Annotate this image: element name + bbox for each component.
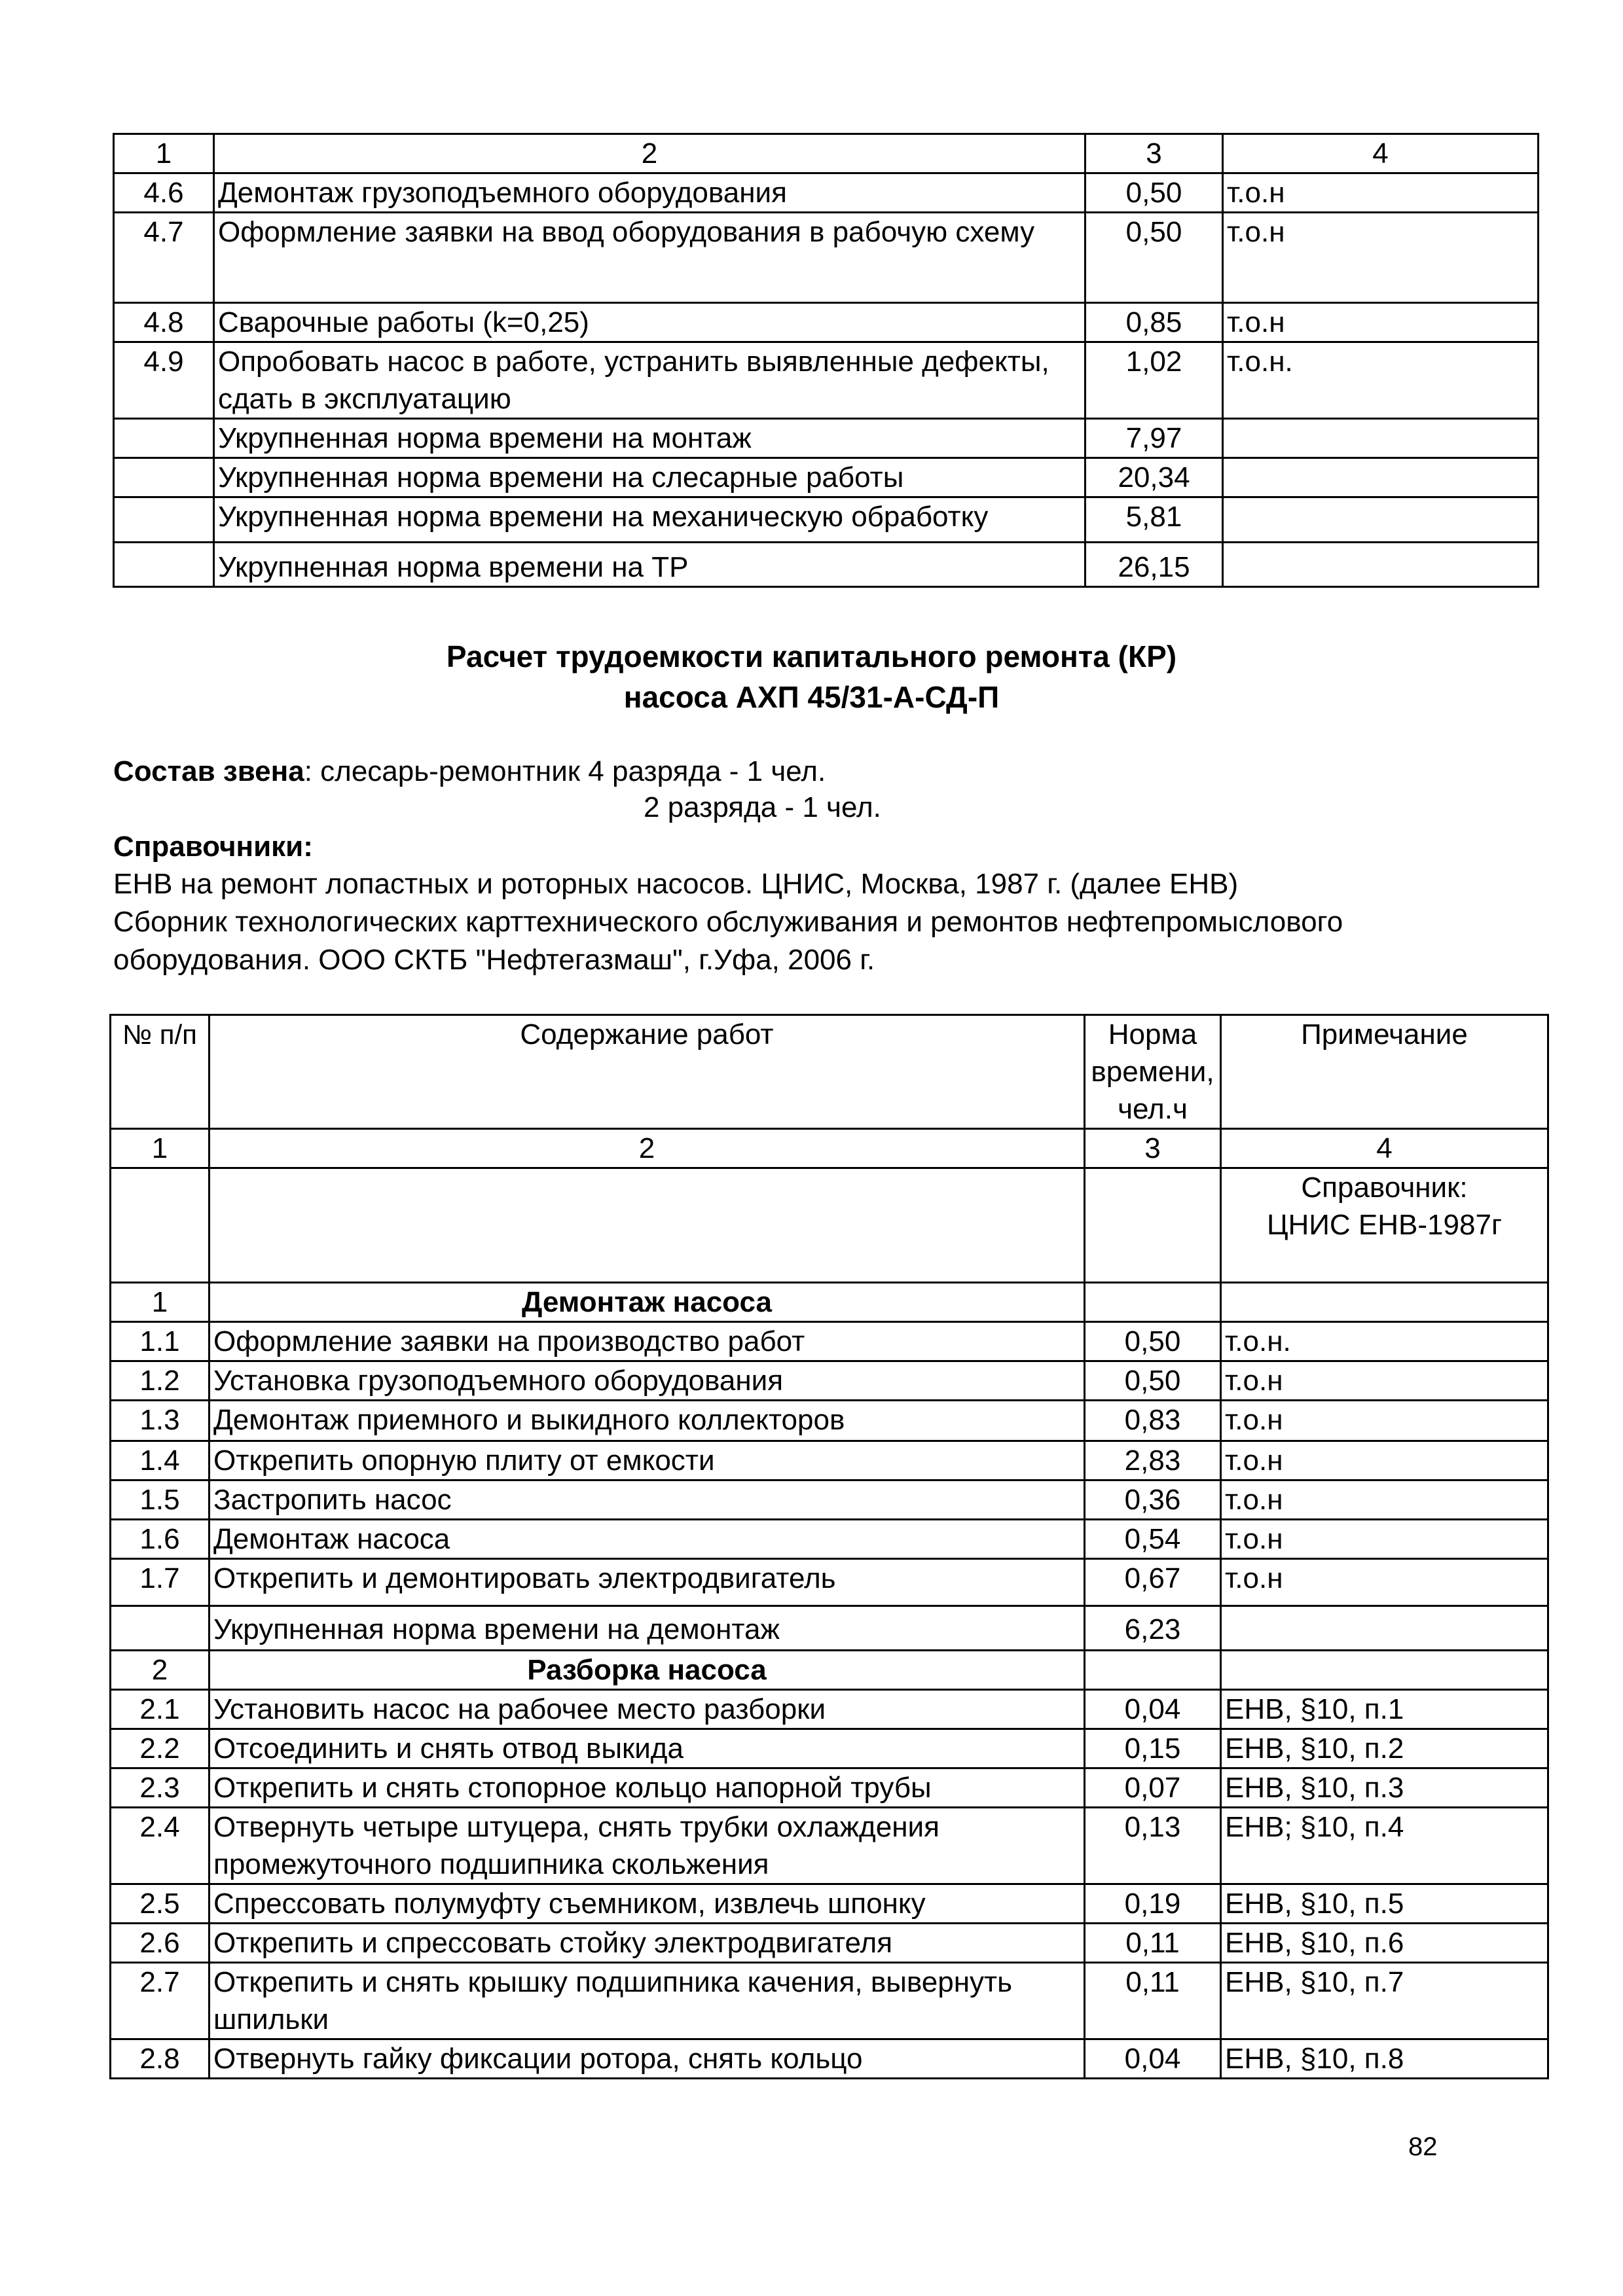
row-norm: 0,50 bbox=[1085, 173, 1223, 213]
table-row bbox=[111, 1559, 1548, 1606]
row-work: Отсоединить и снять отвод выкида bbox=[210, 1729, 1085, 1768]
row-note: т.о.н bbox=[1221, 1480, 1548, 1520]
row-work: Демонтаж насоса bbox=[210, 1520, 1085, 1559]
row-norm: 0,11 bbox=[1085, 1924, 1221, 1963]
row-norm: 1,02 bbox=[1085, 342, 1223, 419]
table-row bbox=[111, 1441, 1548, 1480]
row-note: т.о.н bbox=[1223, 303, 1539, 342]
row-note: т.о.н bbox=[1221, 1441, 1548, 1480]
row-note bbox=[1223, 543, 1539, 587]
table-row bbox=[111, 1884, 1548, 1924]
row-norm: 0,83 bbox=[1085, 1401, 1221, 1441]
table-row bbox=[114, 213, 1539, 303]
summary-row bbox=[114, 419, 1539, 458]
row-work: Укрупненная норма времени на ТР bbox=[214, 543, 1085, 587]
reference-line-2: Сборник технологических карттехнического обслуживания и ремонтов нефтепромыслового bbox=[113, 906, 1343, 938]
row-work: Застропить насос bbox=[210, 1480, 1085, 1520]
row-note: т.о.н bbox=[1221, 1361, 1548, 1401]
row-work: Оформление заявки на производство работ bbox=[210, 1322, 1085, 1361]
row-num bbox=[114, 458, 214, 497]
table-column-numbers-row bbox=[114, 134, 1539, 173]
section-header-row bbox=[111, 1283, 1548, 1322]
row-note: т.о.н. bbox=[1221, 1322, 1548, 1361]
col-number-4: 4 bbox=[1221, 1129, 1548, 1168]
row-norm: 0,36 bbox=[1085, 1480, 1221, 1520]
row-note: ЕНВ; §10, п.4 bbox=[1221, 1808, 1548, 1884]
row-note: т.о.н bbox=[1223, 173, 1539, 213]
row-work: Сварочные работы (k=0,25) bbox=[214, 303, 1085, 342]
row-num: 1.1 bbox=[111, 1322, 210, 1361]
col-number-1: 1 bbox=[114, 134, 214, 173]
table-row bbox=[111, 1924, 1548, 1963]
section-header-row bbox=[111, 1651, 1548, 1690]
table-row bbox=[111, 1322, 1548, 1361]
row-note: ЕНВ, §10, п.7 bbox=[1221, 1963, 1548, 2039]
row-work: Открепить и спрессовать стойку электродвигателя bbox=[210, 1924, 1085, 1963]
row-work: Укрупненная норма времени на слесарные работы bbox=[214, 458, 1085, 497]
row-work: Укрупненная норма времени на монтаж bbox=[214, 419, 1085, 458]
table-row bbox=[111, 1729, 1548, 1768]
table-row bbox=[111, 1480, 1548, 1520]
section-num: 2 bbox=[111, 1651, 210, 1690]
row-num: 4.9 bbox=[114, 342, 214, 419]
row-note: т.о.н bbox=[1221, 1559, 1548, 1606]
row-norm: 0,50 bbox=[1085, 213, 1223, 303]
row-norm: 0,11 bbox=[1085, 1963, 1221, 2039]
row-work: Установка грузоподъемного оборудования bbox=[210, 1361, 1085, 1401]
row-note: ЕНВ, §10, п.1 bbox=[1221, 1690, 1548, 1729]
row-norm: 0,50 bbox=[1085, 1361, 1221, 1401]
row-norm: 26,15 bbox=[1085, 543, 1223, 587]
row-norm: 0,19 bbox=[1085, 1884, 1221, 1924]
row-num: 2.1 bbox=[111, 1690, 210, 1729]
row-work: Отвернуть гайку фиксации ротора, снять кольцо bbox=[210, 2039, 1085, 2079]
section-subtitle: насоса АХП 45/31-А-СД-П bbox=[623, 680, 1000, 714]
row-num: 1.3 bbox=[111, 1401, 210, 1441]
crew-value-1: : слесарь-ремонтник 4 разряда - 1 чел. bbox=[304, 755, 826, 787]
row-note: ЕНВ, §10, п.2 bbox=[1221, 1729, 1548, 1768]
row-num: 2.3 bbox=[111, 1768, 210, 1808]
row-note: т.о.н. bbox=[1223, 342, 1539, 419]
row-note: т.о.н bbox=[1221, 1401, 1548, 1441]
row-note: ЕНВ, §10, п.6 bbox=[1221, 1924, 1548, 1963]
table-column-numbers-row bbox=[111, 1129, 1548, 1168]
row-note: ЕНВ, §10, п.8 bbox=[1221, 2039, 1548, 2079]
row-note bbox=[1223, 458, 1539, 497]
section-title: Демонтаж насоса bbox=[210, 1283, 1085, 1322]
reference-line-1: ЕНВ на ремонт лопастных и роторных насосов. ЦНИС, Москва, 1987 г. (далее ЕНВ) bbox=[113, 868, 1239, 900]
row-norm: 0,04 bbox=[1085, 2039, 1221, 2079]
summary-work: Укрупненная норма времени на демонтаж bbox=[210, 1606, 1085, 1651]
col-number-3: 3 bbox=[1085, 1129, 1221, 1168]
row-num: 1.2 bbox=[111, 1361, 210, 1401]
row-num: 2.7 bbox=[111, 1963, 210, 2039]
page-number: 82 bbox=[1408, 2132, 1438, 2161]
top-table-continuation bbox=[113, 133, 1539, 588]
row-work: Открепить и демонтировать электродвигатель bbox=[210, 1559, 1085, 1606]
row-note: т.о.н bbox=[1223, 213, 1539, 303]
table-row bbox=[111, 1361, 1548, 1401]
col-number-1: 1 bbox=[111, 1129, 210, 1168]
summary-row bbox=[114, 497, 1539, 543]
row-norm: 20,34 bbox=[1085, 458, 1223, 497]
table-row bbox=[114, 173, 1539, 213]
row-work: Установить насос на рабочее место разборки bbox=[210, 1690, 1085, 1729]
table-row bbox=[111, 1808, 1548, 1884]
header-num: № п/п bbox=[111, 1015, 210, 1129]
table-row bbox=[111, 1963, 1548, 2039]
row-num: 1.6 bbox=[111, 1520, 210, 1559]
row-num: 1.7 bbox=[111, 1559, 210, 1606]
row-num: 4.6 bbox=[114, 173, 214, 213]
reference-row bbox=[111, 1168, 1548, 1283]
crew-composition-line bbox=[113, 753, 826, 791]
table-row bbox=[111, 1401, 1548, 1441]
header-note: Примечание bbox=[1221, 1015, 1548, 1129]
reference-line-3: оборудования. ООО СКТБ "Нефтегазмаш", г.Уфа, 2006 г. bbox=[113, 944, 875, 976]
row-note: т.о.н bbox=[1221, 1520, 1548, 1559]
row-work: Спрессовать полумуфту съемником, извлечь шпонку bbox=[210, 1884, 1085, 1924]
col-number-3: 3 bbox=[1085, 134, 1223, 173]
table-row bbox=[114, 303, 1539, 342]
header-norm: Норма времени, чел.ч bbox=[1085, 1015, 1221, 1129]
crew-value-2: 2 разряда - 1 чел. bbox=[644, 791, 881, 823]
summary-row bbox=[111, 1606, 1548, 1651]
table-row bbox=[111, 1768, 1548, 1808]
reference-note: Справочник: ЦНИС ЕНВ-1987г bbox=[1221, 1168, 1548, 1283]
section-title: Разборка насоса bbox=[210, 1651, 1085, 1690]
row-work: Отвернуть четыре штуцера, снять трубки охлаждения промежуточного подшипника скольжения bbox=[210, 1808, 1085, 1884]
table-row bbox=[111, 1520, 1548, 1559]
row-num: 2.8 bbox=[111, 2039, 210, 2079]
row-norm: 7,97 bbox=[1085, 419, 1223, 458]
summary-row-total bbox=[114, 543, 1539, 587]
references-label: Справочники: bbox=[113, 831, 313, 863]
row-num bbox=[114, 497, 214, 543]
row-work: Открепить и снять стопорное кольцо напорной трубы bbox=[210, 1768, 1085, 1808]
row-num: 2.4 bbox=[111, 1808, 210, 1884]
row-num bbox=[114, 543, 214, 587]
row-norm: 0,13 bbox=[1085, 1808, 1221, 1884]
section-title: Расчет трудоемкости капитального ремонта (КР) bbox=[446, 639, 1177, 673]
row-work: Демонтаж грузоподъемного оборудования bbox=[214, 173, 1085, 213]
table-row bbox=[114, 342, 1539, 419]
table-row bbox=[111, 1690, 1548, 1729]
row-num: 4.7 bbox=[114, 213, 214, 303]
row-num bbox=[114, 419, 214, 458]
summary-row bbox=[114, 458, 1539, 497]
row-note bbox=[1223, 497, 1539, 543]
row-norm: 0,67 bbox=[1085, 1559, 1221, 1606]
col-number-2: 2 bbox=[210, 1129, 1085, 1168]
header-work: Содержание работ bbox=[210, 1015, 1085, 1129]
table-row bbox=[111, 2039, 1548, 2079]
row-norm: 0,50 bbox=[1085, 1322, 1221, 1361]
row-work: Открепить опорную плиту от емкости bbox=[210, 1441, 1085, 1480]
row-work: Демонтаж приемного и выкидного коллекторов bbox=[210, 1401, 1085, 1441]
row-work: Укрупненная норма времени на механическую обработку bbox=[214, 497, 1085, 543]
labor-intensity-table bbox=[109, 1014, 1549, 2079]
row-work: Оформление заявки на ввод оборудования в рабочую схему bbox=[214, 213, 1085, 303]
row-num: 1.4 bbox=[111, 1441, 210, 1480]
row-num: 2.5 bbox=[111, 1884, 210, 1924]
crew-label: Состав звена bbox=[113, 755, 304, 787]
section-num: 1 bbox=[111, 1283, 210, 1322]
row-norm: 0,15 bbox=[1085, 1729, 1221, 1768]
row-work: Открепить и снять крышку подшипника качения, вывернуть шпильки bbox=[210, 1963, 1085, 2039]
row-num: 2.6 bbox=[111, 1924, 210, 1963]
row-work: Опробовать насос в работе, устранить выявленные дефекты, сдать в эксплуатацию bbox=[214, 342, 1085, 419]
row-norm: 0,07 bbox=[1085, 1768, 1221, 1808]
row-note bbox=[1223, 419, 1539, 458]
col-number-2: 2 bbox=[214, 134, 1085, 173]
row-num: 2.2 bbox=[111, 1729, 210, 1768]
row-note: ЕНВ, §10, п.5 bbox=[1221, 1884, 1548, 1924]
row-num: 4.8 bbox=[114, 303, 214, 342]
row-norm: 0,54 bbox=[1085, 1520, 1221, 1559]
row-num: 1.5 bbox=[111, 1480, 210, 1520]
row-note: ЕНВ, §10, п.3 bbox=[1221, 1768, 1548, 1808]
row-norm: 2,83 bbox=[1085, 1441, 1221, 1480]
col-number-4: 4 bbox=[1223, 134, 1539, 173]
table-header-row bbox=[111, 1015, 1548, 1129]
summary-norm: 6,23 bbox=[1085, 1606, 1221, 1651]
row-norm: 0,04 bbox=[1085, 1690, 1221, 1729]
row-norm: 0,85 bbox=[1085, 303, 1223, 342]
row-norm: 5,81 bbox=[1085, 497, 1223, 543]
